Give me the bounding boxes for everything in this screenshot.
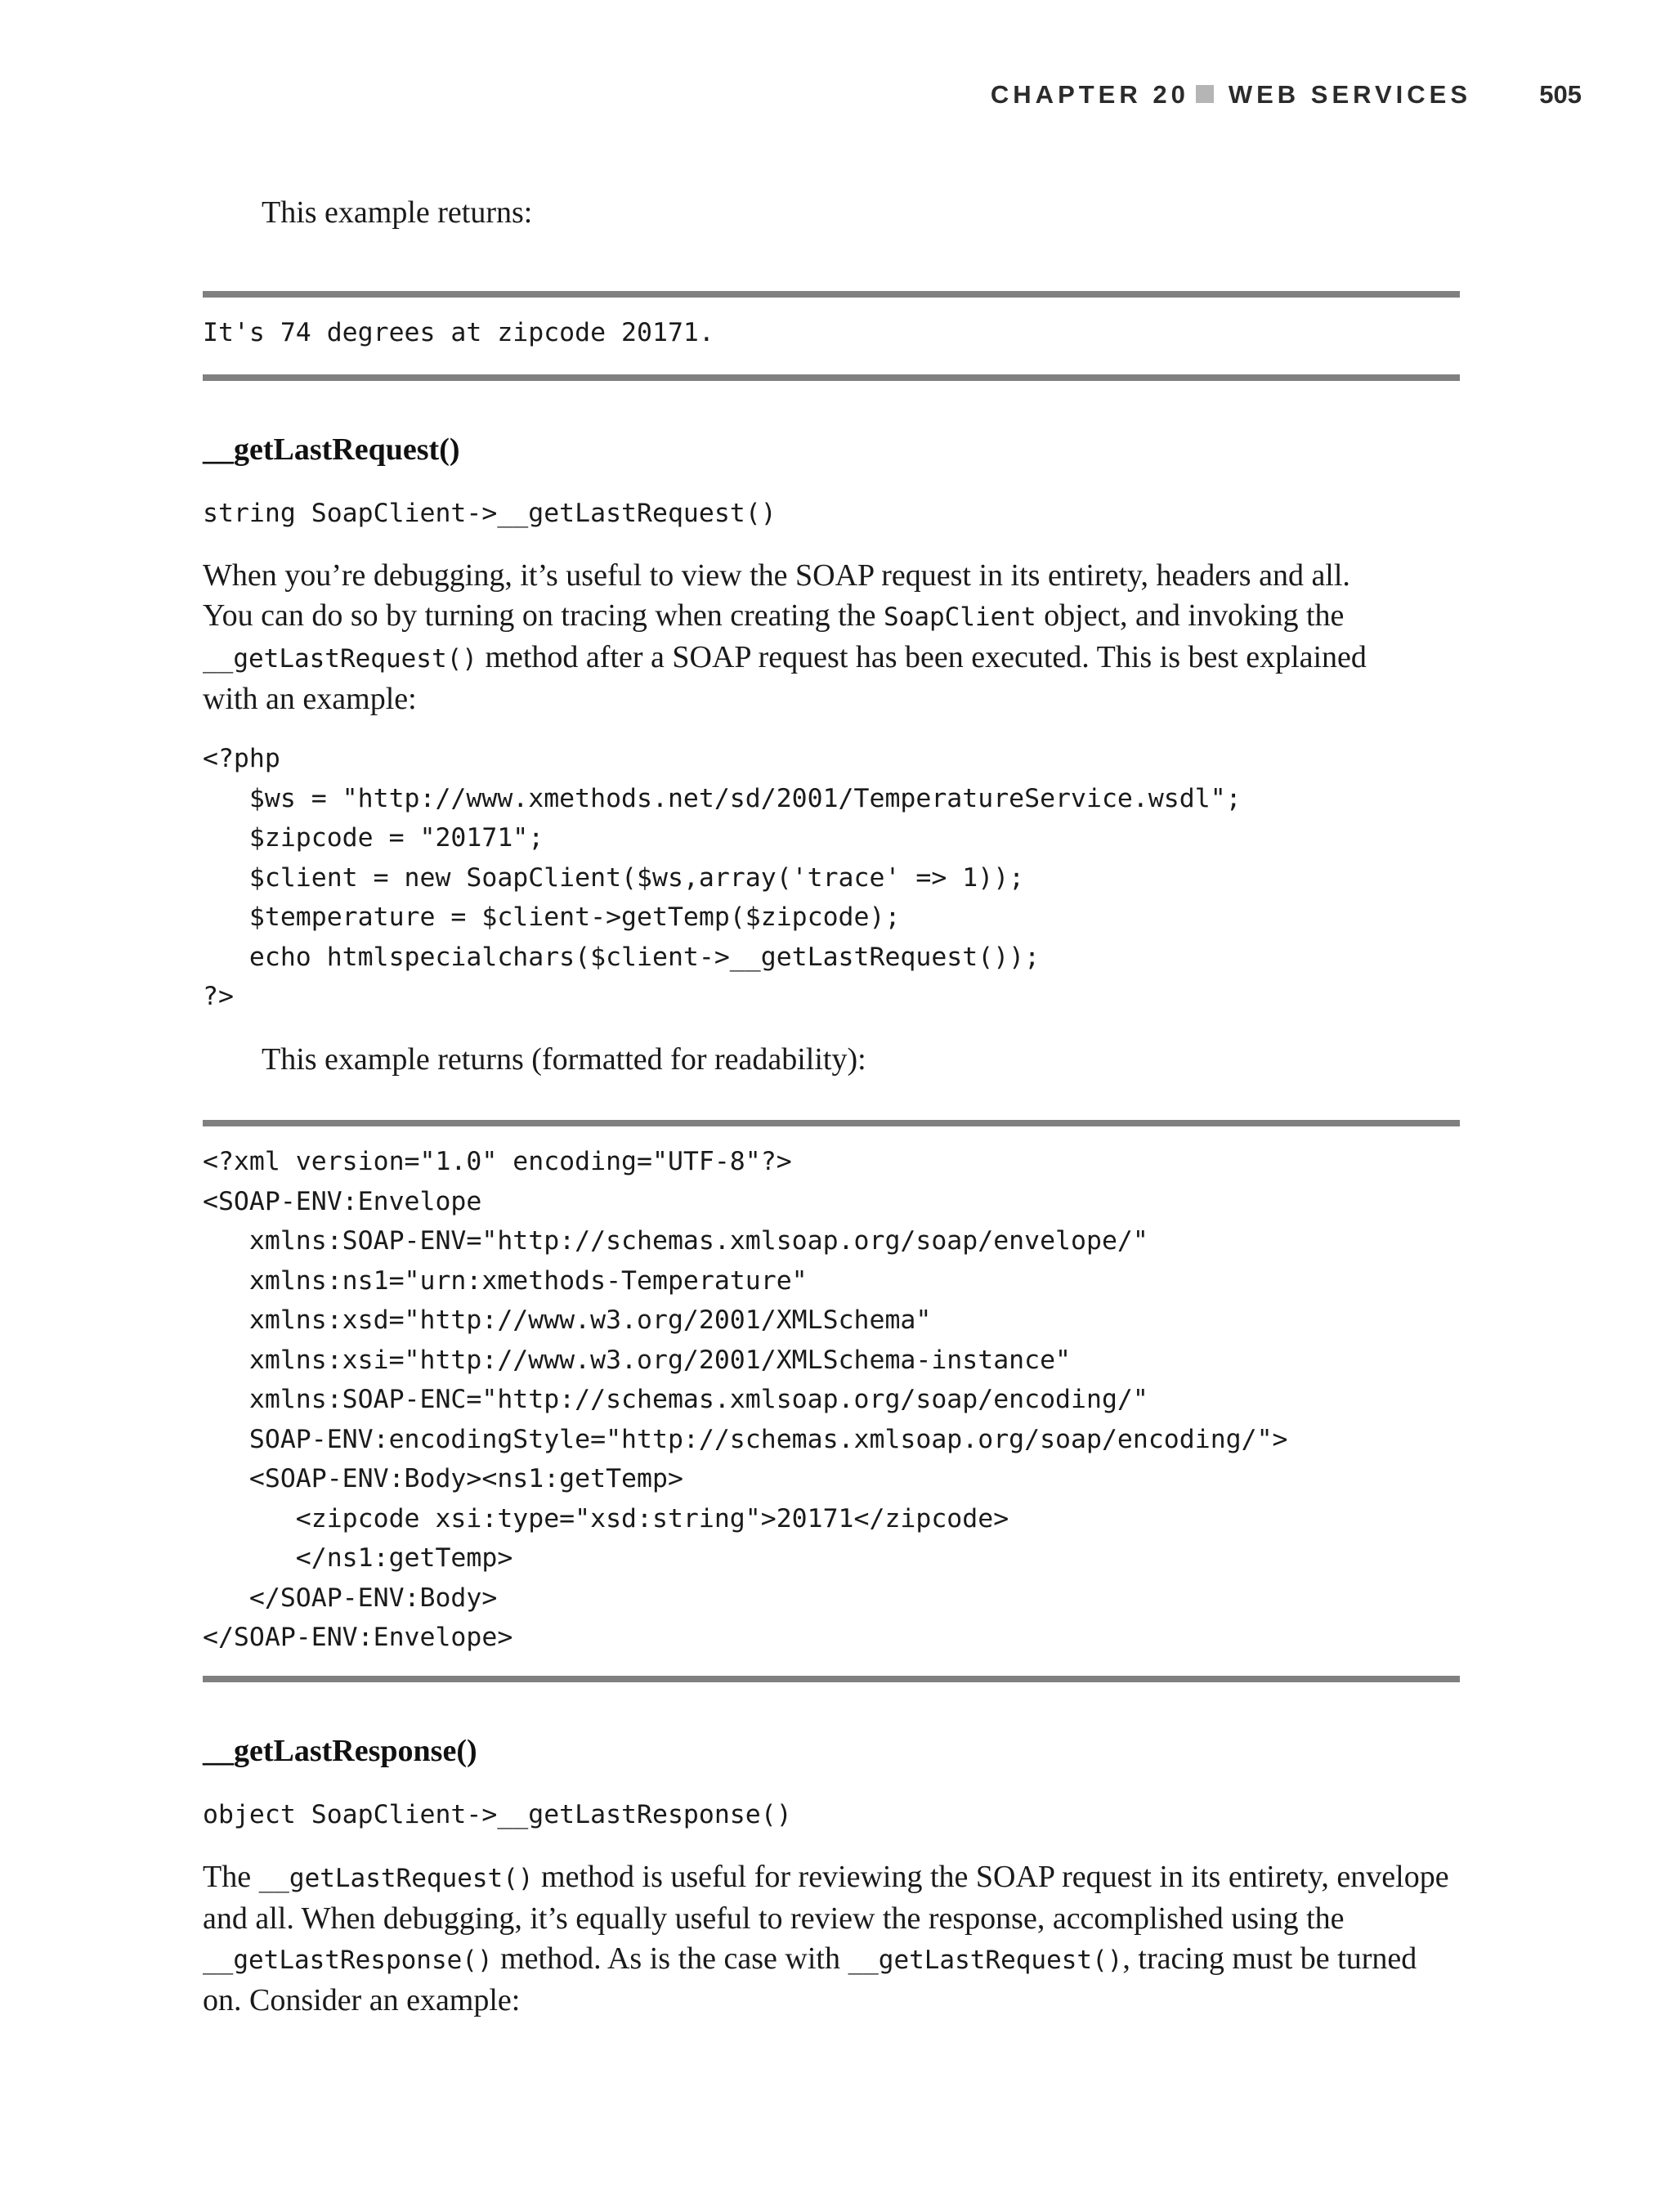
paragraph-getlastrequest [203,556,1460,719]
inline-code: __getLastResponse() [203,1946,493,1975]
paragraph-text: method. As is the case with [492,1941,848,1976]
output-text-1: It's 74 degrees at zipcode 20171. [203,318,714,347]
paragraph-text: The [203,1860,259,1894]
paragraph-text: , tracing must be turned on. Consider an example: [203,1941,1417,2017]
page-number: 505 [1539,80,1582,109]
output-rule-bottom [203,374,1460,381]
paragraph-text: When you’re debugging, it’s useful to view the SOAP request in its entirety, headers and all. You can do so by turning on tracing when creating the [203,558,1350,633]
xml-output-rule-top [203,1120,1460,1126]
chapter-title [991,80,1471,110]
chapter-label: CHAPTER 20 [990,80,1189,109]
header-separator-square-icon [1196,85,1214,103]
paragraph-text: method after a SOAP request has been executed. This is best explained with an example: [203,640,1367,716]
inline-code: __getLastRequest() [848,1946,1123,1975]
inline-code: SoapClient [884,602,1036,632]
section-label: WEB SERVICES [1228,80,1471,109]
method-signature-getlastresponse: object SoapClient->__getLastResponse() [203,1800,792,1829]
paragraph-text: method is useful for reviewing the SOAP request in its entirety, envelope and all. When debugging, it’s equally useful to review the response, accomplished using the [203,1860,1449,1936]
paragraph-text: object, and invoking the [1044,598,1345,633]
inline-code: __getLastRequest() [258,1864,534,1893]
method-signature-getlastrequest: string SoapClient->__getLastRequest() [203,499,777,528]
running-header [990,80,1582,121]
section-heading-getlastresponse: __getLastResponse() [203,1734,477,1768]
returns-formatted-text: This example returns (formatted for readability): [262,1042,866,1077]
intro-returns-text: This example returns: [262,195,533,230]
paragraph-getlastresponse [203,1857,1460,2021]
xml-output-rule-bottom [203,1676,1460,1682]
code-listing-php: <?php $ws = "http://www.xmethods.net/sd/2001/TemperatureService.wsdl"; $zipcode = "20171"; $client = new SoapClient($ws,array('trace' => 1)); $temperature = $client->getTemp($zipcode); echo htmlspecialchars($client->__getLastRequest()); ?> [203,744,1242,1011]
output-rule-top [203,291,1460,298]
inline-code: __getLastRequest() [203,644,477,674]
section-heading-getlastrequest: __getLastRequest() [203,432,460,467]
xml-output-listing: <?xml version="1.0" encoding="UTF-8"?> <SOAP-ENV:Envelope xmlns:SOAP-ENV="http://schemas.xmlsoap.org/soap/envelope/" xmlns:ns1="urn:xmethods-Temperature" xmlns:xsd="http://www.w3.org/2001/XMLSchema" xmlns:xsi="http://www.w3.org/2001/XMLSchema-instance" xmlns:SOAP-ENC="http://schemas.xmlsoap.org/soap/encoding/" SOAP-ENV:encodingStyle="http://schemas.xmlsoap.org/soap/encoding/"> <SOAP-ENV:Body><ns1:getTemp> <zipcode xsi:type="xsd:string">20171</zipcode> </ns1:getTemp> </SOAP-ENV:Body> </SOAP-ENV:Envelope> [203,1147,1288,1652]
